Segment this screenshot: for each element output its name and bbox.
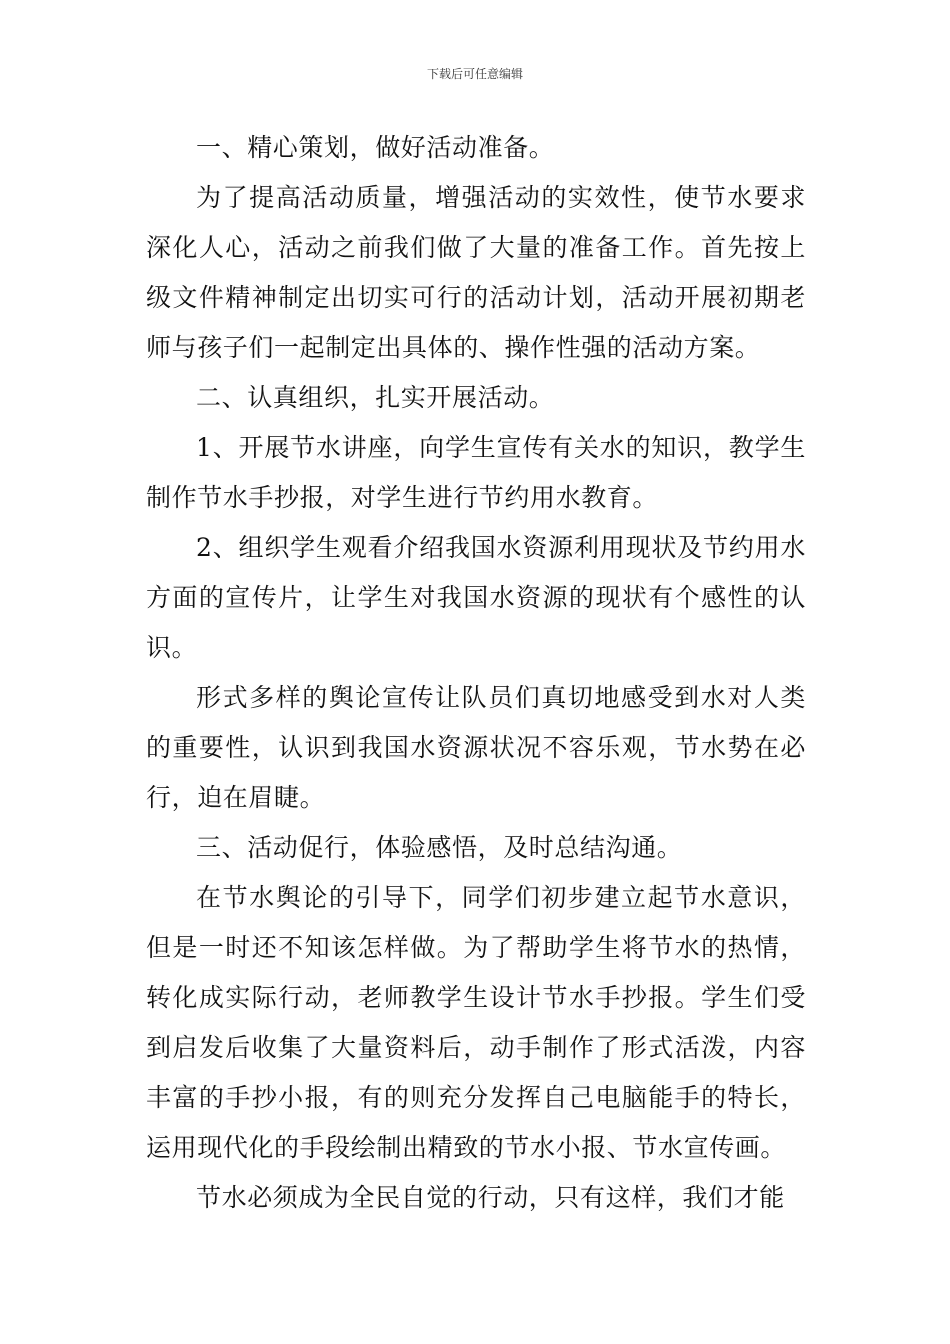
list-item-1: 1、开展节水讲座，向学生宣传有关水的知识，教学生制作节水手抄报，对学生进行节约用水教育。	[146, 433, 806, 512]
page-header: 下载后可任意编辑	[426, 67, 523, 81]
section-heading-2: 二、认真组织，扎实开展活动。	[196, 383, 555, 412]
section-heading-1: 一、精心策划，做好活动准备。	[196, 133, 555, 162]
body-paragraph: 为了提高活动质量，增强活动的实效性，使节水要求深化人心，活动之前我们做了大量的准备工作。首先按上级文件精神制定出切实可行的活动计划，活动开展初期老师与孩子们一起制定出具体的、操作性强的活动方案。	[146, 183, 806, 362]
list-item-2: 2、组织学生观看介绍我国水资源利用现状及节约用水方面的宣传片，让学生对我国水资源的现状有个感性的认识。	[146, 533, 806, 662]
body-paragraph: 节水必须成为全民自觉的行动，只有这样，我们才能	[196, 1183, 785, 1212]
document-body	[146, 123, 806, 1223]
section-heading-3: 三、活动促行，体验感悟，及时总结沟通。	[196, 833, 683, 862]
body-paragraph: 在节水舆论的引导下，同学们初步建立起节水意识，但是一时还不知该怎样做。为了帮助学生将节水的热情，转化成实际行动，老师教学生设计节水手抄报。学生们受到启发后收集了大量资料后，动手制作了形式活泼，内容丰富的手抄小报，有的则充分发挥自己电脑能手的特长，运用现代化的手段绘制出精致的节水小报、节水宣传画。	[146, 883, 806, 1162]
body-paragraph: 形式多样的舆论宣传让队员们真切地感受到水对人类的重要性，认识到我国水资源状况不容乐观，节水势在必行，迫在眉睫。	[146, 683, 806, 812]
